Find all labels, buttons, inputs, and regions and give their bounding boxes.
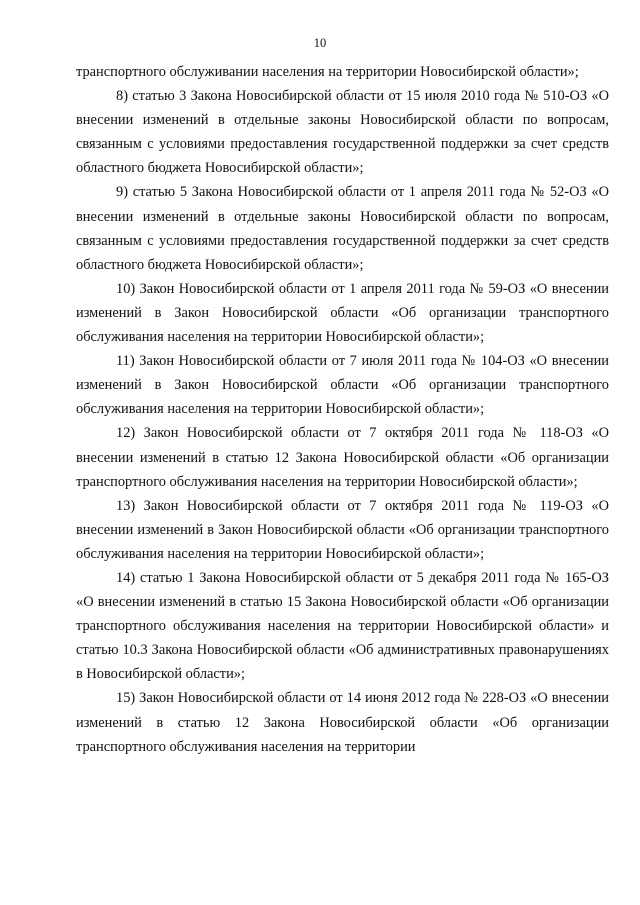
paragraph-continuation: транспортного обслуживании населения на территории Новосибирской области»; bbox=[76, 64, 579, 80]
page-number: 10 bbox=[313, 36, 327, 50]
paragraph-item-13: 13) Закон Новосибирской области от 7 октября 2011 года № 119-ОЗ «О внесении изменений в Закон Новосибирской области «Об организации транспортного обслуживания населения на территории Новосибирской области»; bbox=[76, 497, 609, 562]
paragraph-item-10: 10) Закон Новосибирской области от 1 апреля 2011 года № 59-ОЗ «О внесении изменений в Закон Новосибирской области «Об организации транспортного обслуживания населения на территории Новосибирской области»; bbox=[76, 280, 609, 346]
paragraph-item-12: 12) Закон Новосибирской области от 7 октября 2011 года № 118-ОЗ «О внесении изменений в статью 12 Закона Новосибирской области «Об организации транспортного обслуживания населения на территории Новосибирской области»; bbox=[76, 425, 609, 490]
paragraph-item-15: 15) Закон Новосибирской области от 14 июня 2012 года № 228-ОЗ «О внесении изменений в статью 12 Закона Новосибирской области «Об организации транспортного обслуживания населения на территории bbox=[76, 690, 609, 755]
paragraph-item-14: 14) статью 1 Закона Новосибирской области от 5 декабря 2011 года № 165-ОЗ «О внесении изменений в статью 15 Закона Новосибирской области «Об организации транспортного обслуживания населения на территории Новосибирской области» и статью 10.3 Закона Новосибирской области «Об административных правонарушениях в Новосибирской области»; bbox=[76, 569, 609, 683]
paragraph-item-11: 11) Закон Новосибирской области от 7 июля 2011 года № 104-ОЗ «О внесении изменений в Закон Новосибирской области «Об организации транспортного обслуживания населения на территории Новосибирской области»; bbox=[76, 353, 609, 418]
paragraph-item-8: 8) статью 3 Закона Новосибирской области от 15 июля 2010 года № 510-ОЗ «О внесении изменений в отдельные законы Новосибирской области по вопросам, связанным с условиями предоставления государственной поддержки за счет средств областного бюджета Новосибирской области»; bbox=[76, 88, 609, 177]
document-body bbox=[76, 60, 609, 759]
paragraph-item-9: 9) статью 5 Закона Новосибирской области от 1 апреля 2011 года № 52-ОЗ «О внесении изменений в отдельные законы Новосибирской области по вопросам, связанным с условиями предоставления государственной поддержки за счет средств областного бюджета Новосибирской области»; bbox=[76, 184, 609, 273]
